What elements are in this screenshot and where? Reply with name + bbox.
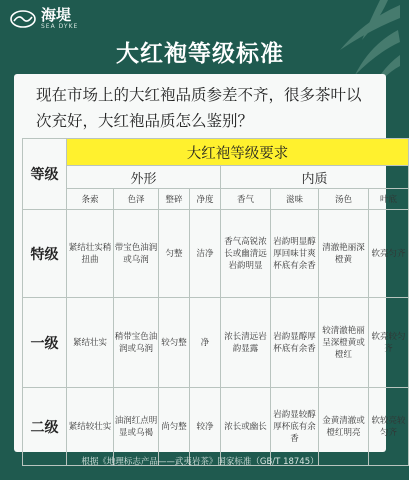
table-cell: 浓长或幽长 [221, 388, 271, 466]
table-cell: 紧结较壮实 [67, 388, 114, 466]
column-header: 条索 [67, 189, 114, 210]
column-header: 色泽 [114, 189, 159, 210]
column-header: 叶底 [369, 189, 409, 210]
table-cell: 岩韵明显醇厚回味甘爽杯底有余香 [271, 210, 319, 298]
intro-text: 现在市场上的大红袍品质参差不齐，很多茶叶以次充好，大红袍品质怎么鉴别？ [36, 86, 362, 130]
table-cell: 浓长清远岩韵显露 [221, 298, 271, 388]
table-cell: 岩韵显较醇厚杯底有余香 [271, 388, 319, 466]
table-cell: 紧结壮实稍扭曲 [67, 210, 114, 298]
column-header: 香气 [221, 189, 271, 210]
table-cell: 岩韵显醇厚杯底有余香 [271, 298, 319, 388]
column-header: 净度 [190, 189, 221, 210]
group-appearance: 外形 [67, 166, 221, 189]
wave-logo-icon [10, 10, 36, 28]
brand-logo [10, 8, 78, 30]
table-cell: 软亮匀齐 [369, 210, 409, 298]
table-cell: 较净 [190, 388, 221, 466]
table-row [23, 298, 409, 388]
table-cell: 紧结壮实 [67, 298, 114, 388]
brand-name-en: SEA DYKE [41, 23, 79, 30]
table-row [23, 210, 409, 298]
group-inner-quality: 内质 [221, 166, 409, 189]
page-title: 大红袍等级标准 [116, 41, 284, 67]
table-row [23, 388, 409, 466]
grade-standard-table [22, 138, 409, 466]
brand-name: 海堤 [41, 6, 72, 24]
table-cell: 软亮较匀齐 [369, 298, 409, 388]
table-cell: 较清澈艳丽呈深橙黄或橙红 [319, 298, 369, 388]
grade-column-header: 等级 [23, 139, 67, 210]
table-cell: 较匀整 [159, 298, 190, 388]
table-cell: 油润红点明显或乌褐 [114, 388, 159, 466]
table-cell: 匀整 [159, 210, 190, 298]
content-card [14, 74, 406, 452]
grade-label: 一级 [23, 298, 67, 388]
column-header: 滋味 [271, 189, 319, 210]
grade-label: 特级 [23, 210, 67, 298]
table-cell: 净 [190, 298, 221, 388]
table-header: 大红袍等级要求 [67, 139, 409, 166]
source-footnote: 根据《地理标志产品——武夷岩茶》国家标准（GB/T 18745） [81, 457, 319, 467]
table-cell: 洁净 [190, 210, 221, 298]
table-cell: 清澈艳丽深橙黄 [319, 210, 369, 298]
table-cell: 香气高锐浓长或幽清远岩韵明显 [221, 210, 271, 298]
table-cell: 尚匀整 [159, 388, 190, 466]
grade-label: 二级 [23, 388, 67, 466]
table-cell: 带宝色油润或乌润 [114, 210, 159, 298]
table-cell: 金黄清澈或橙红明亮 [319, 388, 369, 466]
table-cell: 软较亮较匀齐 [369, 388, 409, 466]
column-header: 汤色 [319, 189, 369, 210]
column-header: 整碎 [159, 189, 190, 210]
table-cell: 稍带宝色油润或乌润 [114, 298, 159, 388]
